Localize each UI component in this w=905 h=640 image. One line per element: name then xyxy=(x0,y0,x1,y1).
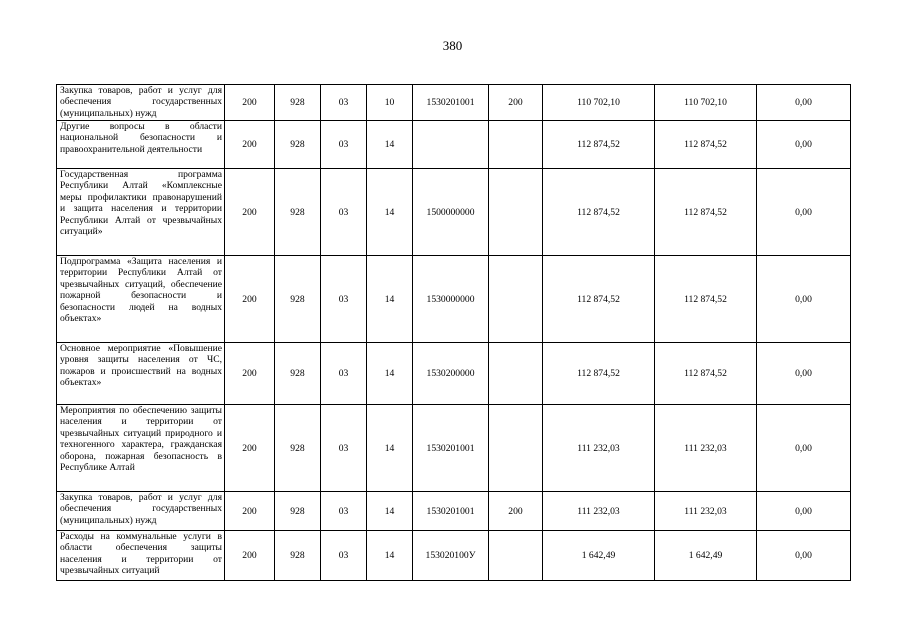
table-row xyxy=(57,343,851,405)
cell-code: 03 xyxy=(321,121,367,169)
cell-target-article: 1530000000 xyxy=(413,256,489,343)
cell-code: 14 xyxy=(367,256,413,343)
cell-code: 03 xyxy=(321,405,367,492)
page-number: 380 xyxy=(442,38,463,53)
cell-target-article: 153020100У xyxy=(413,531,489,581)
table-row xyxy=(57,492,851,531)
cell-target-article xyxy=(413,121,489,169)
cell-code: 03 xyxy=(321,492,367,531)
cell-code: 03 xyxy=(321,85,367,121)
cell-code: 14 xyxy=(367,169,413,256)
budget-table xyxy=(56,84,851,581)
row-name: Расходы на коммунальные услуги в области обеспечения защиты населения и территории от чрезвычайных ситуаций xyxy=(57,531,225,581)
cell-amount: 110 702,10 xyxy=(655,85,757,121)
row-name: Мероприятия по обеспечению защиты населения и территории от чрезвычайных ситуаций природного и техногенного характера, гражданская оборона, пожарная безопасность в Республике Алтай xyxy=(57,405,225,492)
cell-expense-type xyxy=(489,169,543,256)
cell-expense-type xyxy=(489,343,543,405)
cell-code: 200 xyxy=(225,85,275,121)
table-row xyxy=(57,405,851,492)
cell-code: 200 xyxy=(225,531,275,581)
table-row xyxy=(57,256,851,343)
row-name: Основное мероприятие «Повышение уровня защиты населения от ЧС, пожаров и происшествий на водных объектах» xyxy=(57,343,225,405)
table-row xyxy=(57,121,851,169)
cell-code: 928 xyxy=(275,256,321,343)
row-name: Подпрограмма «Защита населения и территории Республики Алтай от чрезвычайных ситуаций, обеспечение пожарной безопасности и безопасности людей на водных объектах» xyxy=(57,256,225,343)
cell-amount: 0,00 xyxy=(757,405,851,492)
cell-amount: 1 642,49 xyxy=(655,531,757,581)
cell-amount: 0,00 xyxy=(757,343,851,405)
cell-code: 14 xyxy=(367,531,413,581)
cell-code: 200 xyxy=(225,405,275,492)
cell-code: 200 xyxy=(225,169,275,256)
cell-code: 928 xyxy=(275,121,321,169)
cell-expense-type: 200 xyxy=(489,85,543,121)
cell-code: 14 xyxy=(367,405,413,492)
cell-code: 10 xyxy=(367,85,413,121)
cell-expense-type xyxy=(489,256,543,343)
cell-code: 14 xyxy=(367,492,413,531)
row-name: Закупка товаров, работ и услуг для обеспечения государственных (муниципальных) нужд xyxy=(57,492,225,531)
cell-code: 200 xyxy=(225,121,275,169)
cell-amount: 112 874,52 xyxy=(655,169,757,256)
table-row xyxy=(57,169,851,256)
cell-amount: 112 874,52 xyxy=(543,256,655,343)
cell-code: 928 xyxy=(275,343,321,405)
cell-target-article: 1530200000 xyxy=(413,343,489,405)
cell-code: 03 xyxy=(321,343,367,405)
cell-code: 14 xyxy=(367,121,413,169)
cell-code: 928 xyxy=(275,169,321,256)
cell-code: 200 xyxy=(225,343,275,405)
cell-code: 928 xyxy=(275,85,321,121)
cell-code: 03 xyxy=(321,169,367,256)
row-name: Закупка товаров, работ и услуг для обеспечения государственных (муниципальных) нужд xyxy=(57,85,225,121)
cell-code: 03 xyxy=(321,256,367,343)
cell-amount: 112 874,52 xyxy=(543,343,655,405)
cell-amount: 0,00 xyxy=(757,121,851,169)
cell-amount: 111 232,03 xyxy=(543,405,655,492)
cell-amount: 0,00 xyxy=(757,256,851,343)
cell-amount: 112 874,52 xyxy=(655,121,757,169)
table-row xyxy=(57,531,851,581)
table-row xyxy=(57,85,851,121)
cell-amount: 111 232,03 xyxy=(655,492,757,531)
cell-amount: 0,00 xyxy=(757,169,851,256)
row-name: Государственная программа Республики Алтай «Комплексные меры профилактики правонарушений и защита населения и территории Республики Алтай от чрезвычайных ситуаций» xyxy=(57,169,225,256)
cell-target-article: 1500000000 xyxy=(413,169,489,256)
cell-target-article: 1530201001 xyxy=(413,405,489,492)
cell-amount: 111 232,03 xyxy=(655,405,757,492)
cell-amount: 1 642,49 xyxy=(543,531,655,581)
cell-code: 200 xyxy=(225,492,275,531)
cell-code: 928 xyxy=(275,492,321,531)
cell-target-article: 1530201001 xyxy=(413,85,489,121)
cell-expense-type: 200 xyxy=(489,492,543,531)
cell-amount: 112 874,52 xyxy=(543,169,655,256)
cell-expense-type xyxy=(489,531,543,581)
cell-code: 928 xyxy=(275,405,321,492)
cell-code: 03 xyxy=(321,531,367,581)
cell-amount: 112 874,52 xyxy=(543,121,655,169)
cell-code: 928 xyxy=(275,531,321,581)
cell-amount: 110 702,10 xyxy=(543,85,655,121)
cell-code: 14 xyxy=(367,343,413,405)
cell-code: 200 xyxy=(225,256,275,343)
cell-expense-type xyxy=(489,405,543,492)
cell-amount: 111 232,03 xyxy=(543,492,655,531)
row-name: Другие вопросы в области национальной безопасности и правоохранительной деятельности xyxy=(57,121,225,169)
cell-amount: 0,00 xyxy=(757,531,851,581)
cell-amount: 112 874,52 xyxy=(655,256,757,343)
cell-amount: 0,00 xyxy=(757,85,851,121)
cell-amount: 0,00 xyxy=(757,492,851,531)
cell-amount: 112 874,52 xyxy=(655,343,757,405)
cell-target-article: 1530201001 xyxy=(413,492,489,531)
cell-expense-type xyxy=(489,121,543,169)
